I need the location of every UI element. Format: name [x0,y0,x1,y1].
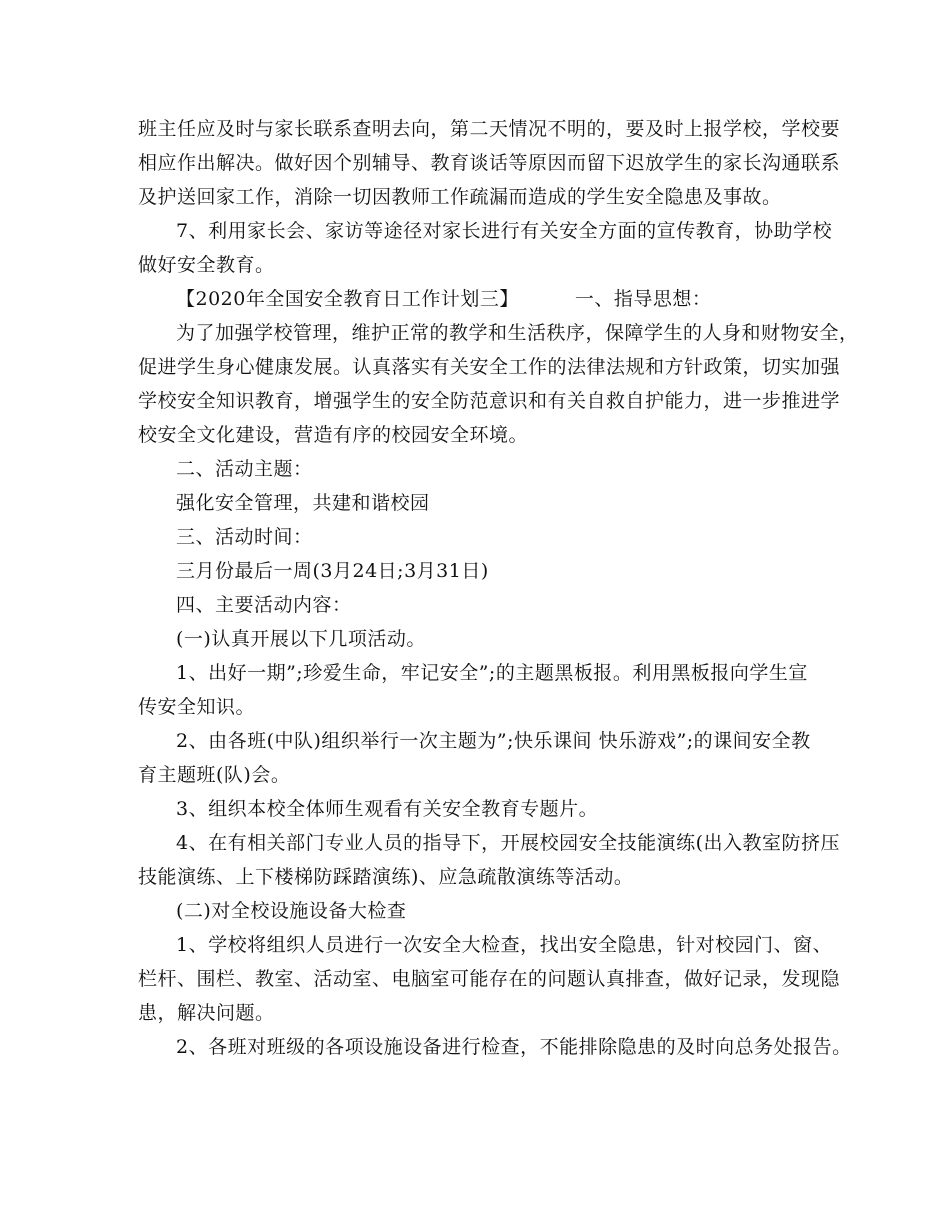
paragraph-line: 4、在有相关部门专业人员的指导下，开展校园安全技能演练(出入教室防挤压 [176,832,841,854]
paragraph-line: 相应作出解决。做好因个别辅导、教育谈话等原因而留下迟放学生的家长沟通联系 [138,152,841,174]
paragraph-line: 促进学生身心健康发展。认真落实有关安全工作的法律法规和方针政策，切实加强 [138,356,841,378]
subheading-inspection: (二)对全校设施设备大检查 [176,900,407,922]
paragraph-line: 育主题班(队)会。 [138,764,291,786]
paragraph-line: 学校安全知识教育，增强学生的安全防范意识和有关自救自护能力，进一步推进学 [138,390,841,412]
paragraph-line: 及护送回家工作，消除一切因教师工作疏漏而造成的学生安全隐患及事故。 [138,186,782,208]
paragraph-line: 1、出好一期”;珍爱生命，牢记安全”;的主题黑板报。利用黑板报向学生宣 [176,662,808,684]
document-body [138,112,859,1064]
heading-activity-theme: 二、活动主题： [176,458,313,480]
heading-main-activities: 四、主要活动内容： [176,594,352,616]
section-heading-line [138,282,828,316]
paragraph-line: 三月份最后一周(3月24日;3月31日) [176,560,489,582]
paragraph-line: 1、学校将组织人员进行一次安全大检查，找出安全隐患，针对校园门、窗、 [176,934,833,956]
paragraph-line: 2、各班对班级的各项设施设备进行检查，不能排除隐患的及时向总务处报告。 [176,1036,852,1058]
paragraph-line: 校安全文化建设，营造有序的校园安全环境。 [138,424,529,446]
paragraph-line: 传安全知识。 [138,696,256,718]
plan-title: 【2020年全国安全教育日工作计划三】 [176,288,519,310]
heading-activity-time: 三、活动时间： [176,526,313,548]
paragraph-line: 班主任应及时与家长联系查明去向，第二天情况不明的，要及时上报学校，学校要 [138,118,841,140]
paragraph-line: 做好安全教育。 [138,254,275,276]
paragraph-line: 2、由各班(中队)组织举行一次主题为”;快乐课间 快乐游戏”;的课间安全教 [176,730,811,752]
subheading-activities: (一)认真开展以下几项活动。 [176,628,426,650]
paragraph-line: 患，解决问题。 [138,1002,275,1024]
paragraph-line: 强化安全管理，共建和谐校园 [176,492,430,514]
paragraph-line: 为了加强学校管理，维护正常的教学和生活秩序，保障学生的人身和财物安全， [176,322,859,344]
paragraph-line: 栏杆、围栏、教室、活动室、电脑室可能存在的问题认真排查，做好记录，发现隐 [138,968,841,990]
paragraph-line: 技能演练、上下楼梯防踩踏演练)、应急疏散演练等活动。 [138,866,634,888]
paragraph-line: 3、组织本校全体师生观看有关安全教育专题片。 [176,798,599,820]
paragraph-line: 7、利用家长会、家访等途径对家长进行有关安全方面的宣传教育，协助学校 [176,220,833,242]
guiding-ideology-heading: 一、指导思想： [574,288,712,310]
